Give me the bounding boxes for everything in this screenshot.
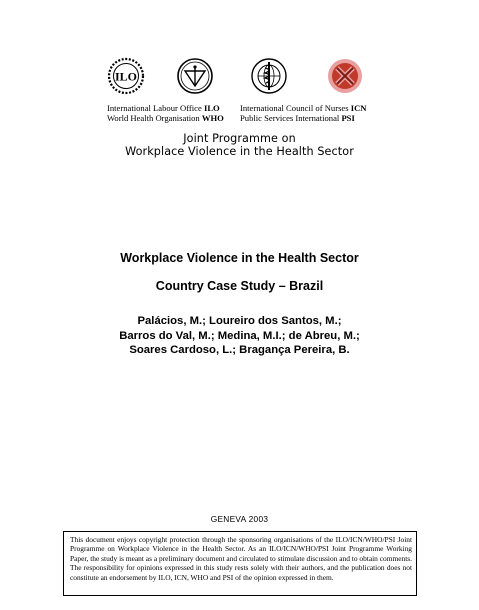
- document-title: Workplace Violence in the Health Sector: [120, 251, 359, 265]
- author-line: Barros do Val, M.; Medina, M.I.; de Abreu, M.;: [119, 329, 360, 342]
- org-names-right: International Council of Nurses ICN Public Services International PSI: [240, 103, 367, 123]
- ilo-logo-icon: [107, 57, 145, 95]
- who-logo-icon: [250, 57, 288, 95]
- icn-logo-icon: [176, 57, 214, 95]
- org-names-left: International Labour Office ILO World Health Organisation WHO: [107, 103, 224, 123]
- authors: [0, 314, 479, 358]
- place-date: GENEVA 2003: [210, 514, 269, 524]
- author-line: Soares Cardoso, L.; Bragança Pereira, B.: [129, 344, 350, 356]
- author-line: Palácios, M.; Loureiro dos Santos, M.;: [137, 315, 342, 327]
- document-subtitle: Country Case Study – Brazil: [155, 279, 324, 293]
- psi-logo-icon: [326, 57, 364, 95]
- programme-line-2: Workplace Violence in the Health Sector: [125, 145, 354, 158]
- svg-text:ILO: ILO: [114, 69, 138, 84]
- programme-line-1: Joint Programme on: [183, 132, 296, 145]
- disclaimer-box: [63, 531, 417, 596]
- disclaimer-text: This document enjoys copyright protection through the sponsoring organisations of the ILO/ICN/WHO/PSI Joint Programme on Workplace Violence in the Health Sector. As an ILO/ICN/WHO/PSI Joint Programme Working Paper, the study is meant as a preliminary document and circulated to stimulate discussion and to obtain comments. The responsibility for opinions expressed in this study rests solely with their authors, and the publication does not constitute an endorsement by ILO, ICN, WHO and PSI of the opinion expressed in them.: [70, 535, 412, 582]
